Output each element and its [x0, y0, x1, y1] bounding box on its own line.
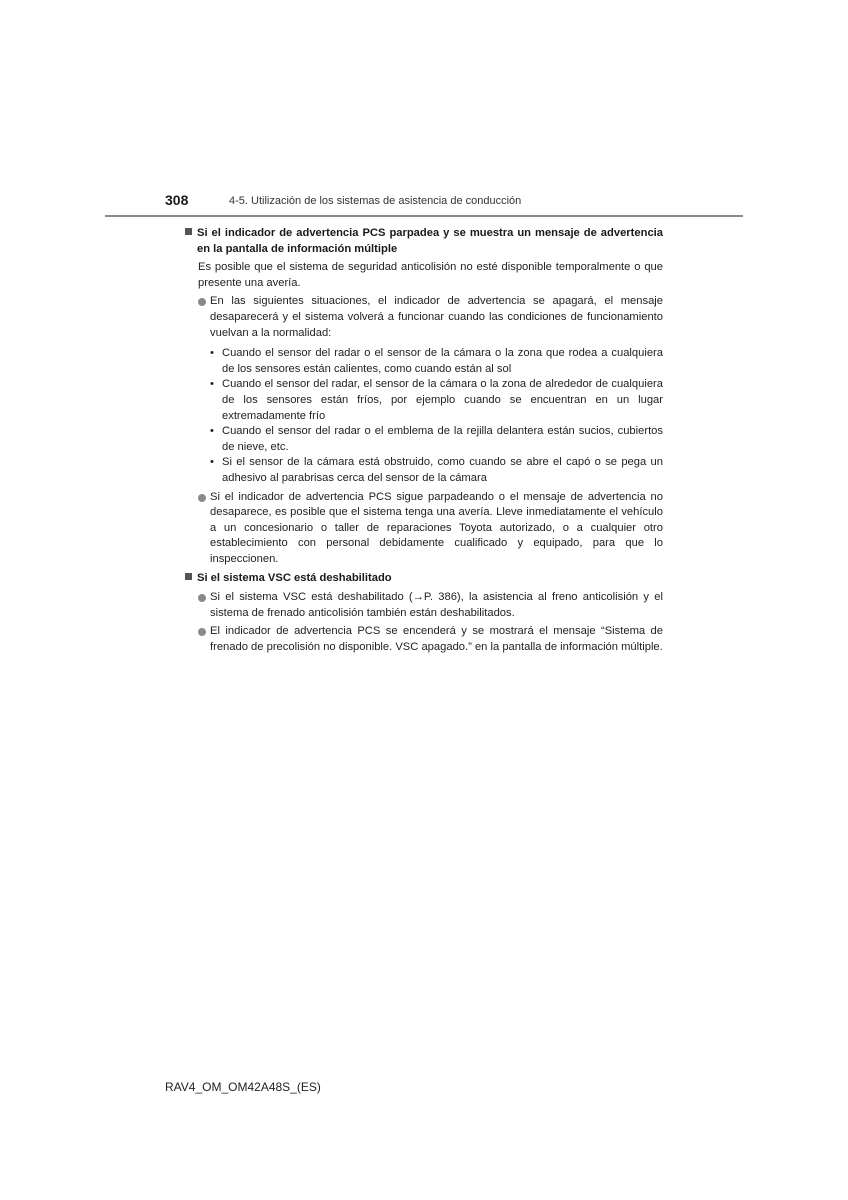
list-item	[185, 424, 663, 455]
circle-bullet-icon	[198, 494, 206, 502]
middle-dot-icon: •	[210, 425, 214, 438]
section-title: 4-5. Utilización de los sistemas de asistencia de conducción	[229, 195, 522, 207]
circle-bullet-icon	[198, 628, 206, 636]
page-number: 308	[165, 192, 189, 208]
main-content	[185, 224, 663, 655]
section2-bullet-1	[185, 590, 663, 621]
middle-dot-icon: •	[210, 456, 214, 469]
circle-bullet-icon	[198, 298, 206, 306]
section2-bullet-2	[185, 624, 663, 655]
section1-intro: Es posible que el sistema de seguridad anticolisión no esté disponible temporalmente o que presente una avería.	[198, 261, 663, 289]
list-item	[185, 455, 663, 486]
sub-item-text: Cuando el sensor del radar o el sensor de la cámara o la zona que rodea a cualquiera de los sensores están calientes, como cuando están al sol	[222, 347, 663, 375]
list-item	[185, 377, 663, 424]
section1-heading	[185, 226, 663, 257]
middle-dot-icon: •	[210, 378, 214, 391]
section1-bullet-1	[185, 294, 663, 341]
sub-item-text: Cuando el sensor del radar, el sensor de la cámara o la zona de alrededor de cualquiera de los sensores están fríos, por ejemplo cuando se encuentran en un lugar extremadamente frío	[222, 378, 663, 422]
bullet-text: En las siguientes situaciones, el indicador de advertencia se apagará, el mensaje desaparecerá y el sistema volverá a funcionar cuando las condiciones de funcionamiento vuelvan a la normalidad:	[210, 295, 663, 339]
header-divider	[105, 215, 743, 217]
section2-heading	[185, 571, 663, 587]
footer-code: RAV4_OM_OM42A48S_(ES)	[165, 1080, 321, 1094]
sub-item-text: Cuando el sensor del radar o el emblema de la rejilla delantera están sucios, cubiertos de nieve, etc.	[222, 425, 663, 453]
sub-item-list	[185, 346, 663, 486]
bullet-text: Si el sistema VSC está deshabilitado (→P. 386), la asistencia al freno anticolisión y el sistema de frenado anticolisión también están deshabilitados.	[210, 591, 663, 619]
page-header	[165, 190, 745, 214]
section1-heading-text: Si el indicador de advertencia PCS parpadea y se muestra un mensaje de advertencia en la pantalla de información múltiple	[197, 227, 663, 255]
middle-dot-icon: •	[210, 347, 214, 360]
bullet-text: Si el indicador de advertencia PCS sigue parpadeando o el mensaje de advertencia no desaparece, es posible que el sistema tenga una avería. Lleve inmediatamente el vehículo a un concesionario o taller de reparaciones Toyota autorizado, o a cualquier otro establecimiento con personal debidamente cualificado y equipado, para que lo inspeccionen.	[210, 490, 663, 565]
square-icon	[185, 573, 192, 580]
square-icon	[185, 228, 192, 235]
bullet-text: El indicador de advertencia PCS se encenderá y se mostrará el mensaje “Sistema de frenado de precolisión no disponible. VSC apagado.” en la pantalla de información múltiple.	[210, 625, 663, 653]
circle-bullet-icon	[198, 594, 206, 602]
section1-bullet-2	[185, 490, 663, 568]
list-item	[185, 346, 663, 377]
section2-heading-text: Si el sistema VSC está deshabilitado	[197, 572, 392, 585]
sub-item-text: Si el sensor de la cámara está obstruido, como cuando se abre el capó o se pega un adhesivo al parabrisas cerca del sensor de la cámara	[222, 456, 663, 484]
